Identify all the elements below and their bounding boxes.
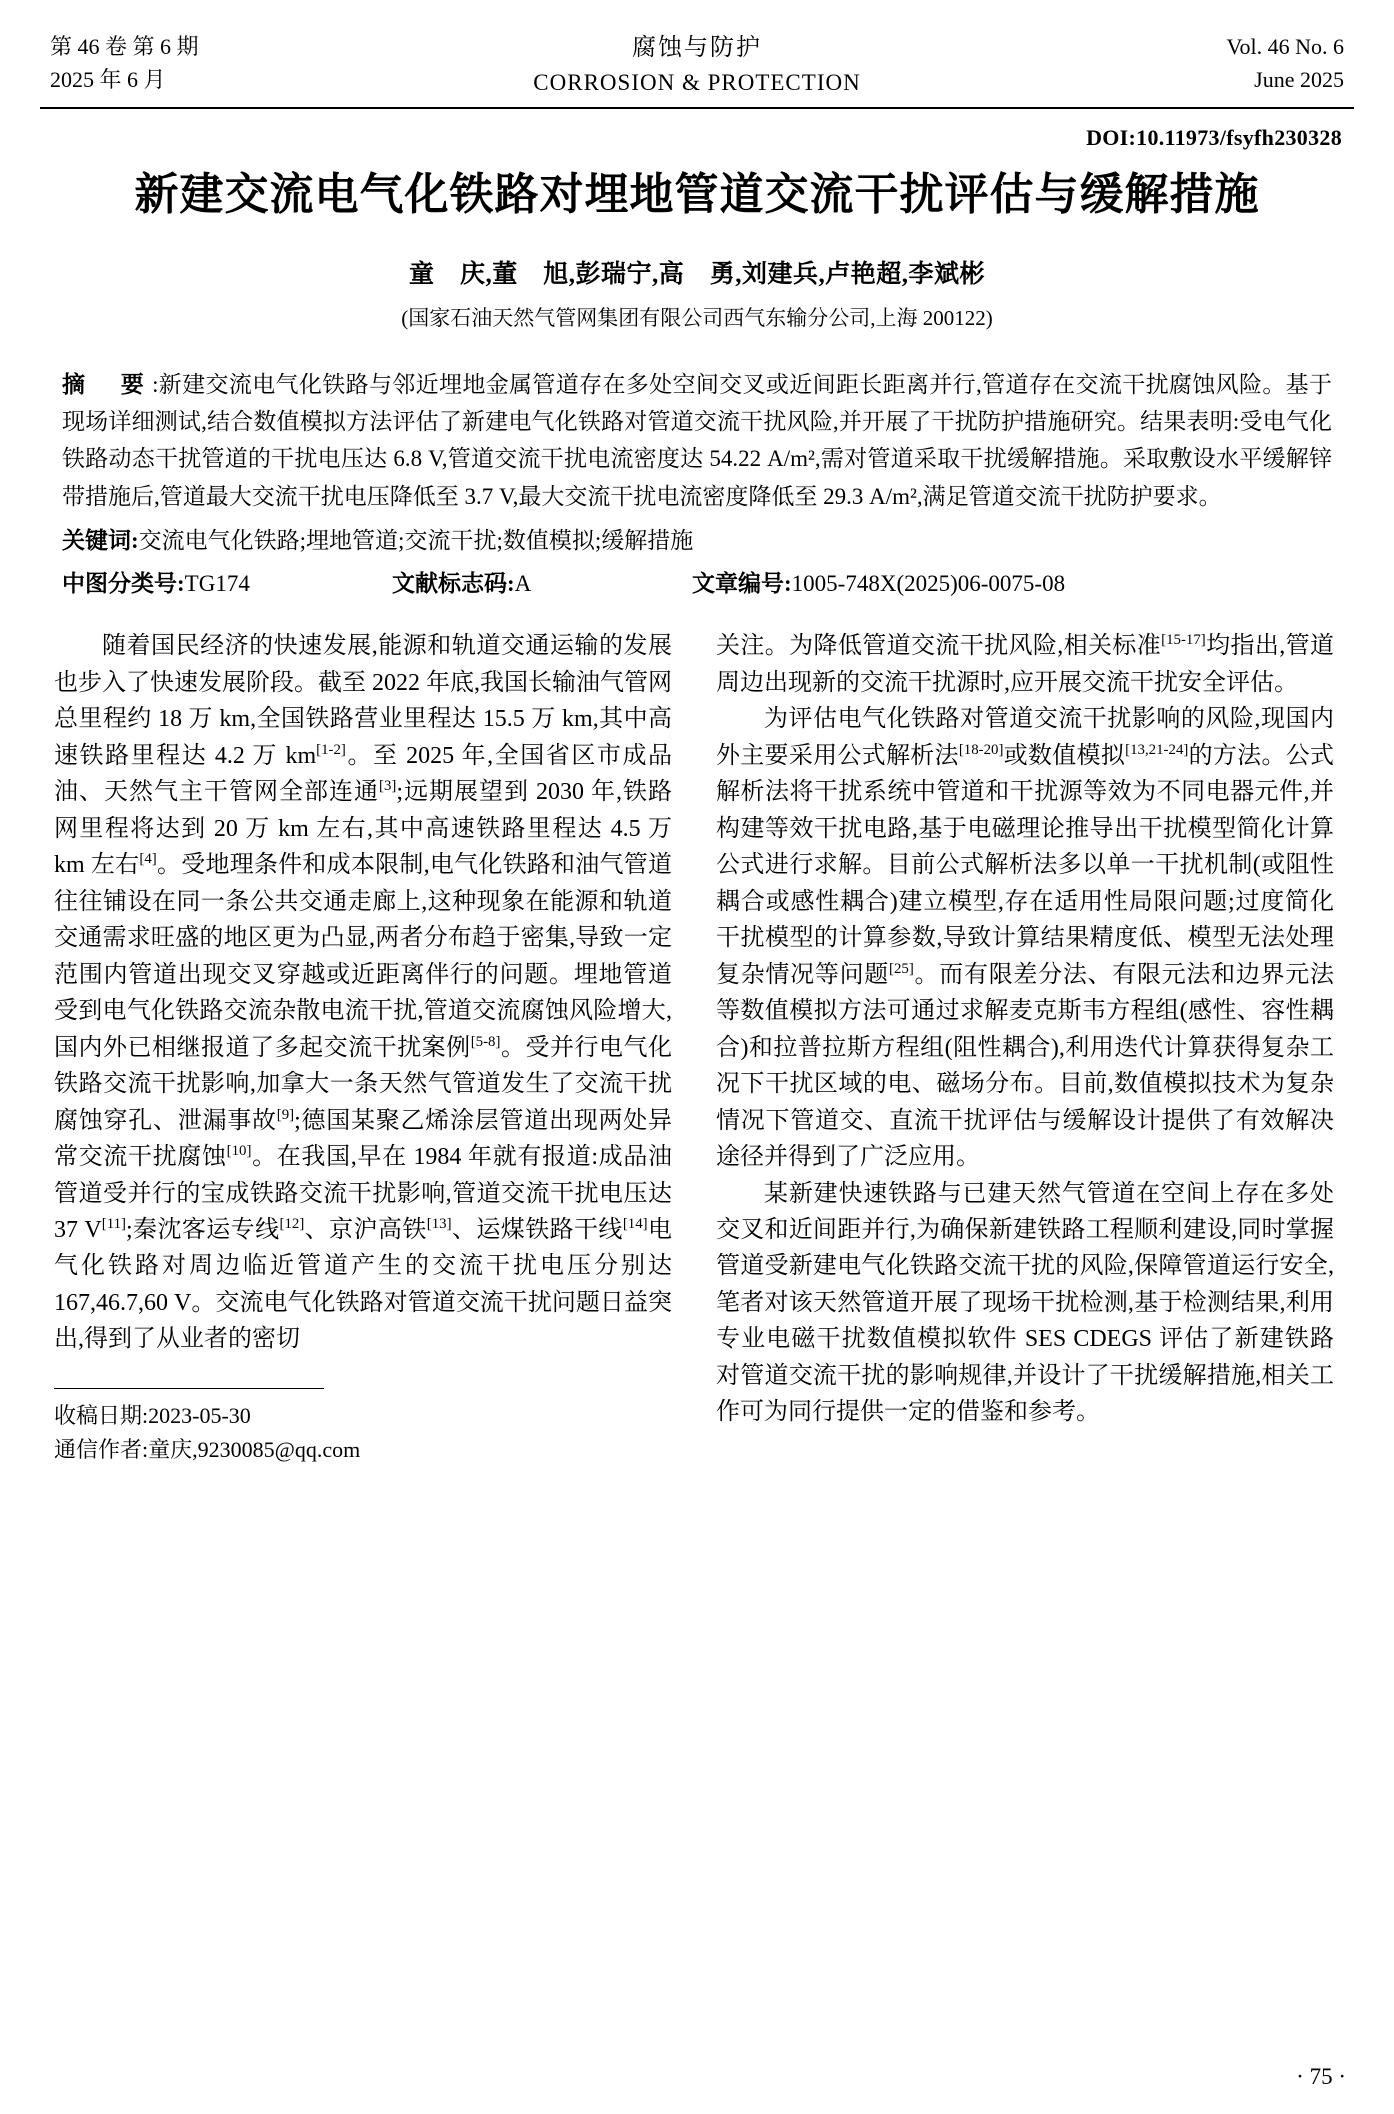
document-code-value: A — [514, 570, 532, 596]
clc-value: TG174 — [184, 570, 250, 596]
clc-segment — [62, 566, 392, 603]
journal-title-en: CORROSION & PROTECTION — [533, 70, 861, 95]
abstract-text: :新建交流电气化铁路与邻近埋地金属管道存在多处空间交叉或近间距长距离并行,管道存在交流干扰腐蚀风险。基于现场详细测试,结合数值模拟方法评估了新建电气化铁路对管道交流干扰风险,并开展了干扰防护措施研究。结果表明:受电气化铁路动态干扰管道的干扰电压达 6.8 V,管道交流干扰电流密度达 54.22 A/m²,需对管道采取干扰缓解措施。采取敷设水平缓解锌带措施后,管道最大交流干扰电压降低至 3.7 V,最大交流干扰电流密度降低至 29.3 A/m²,满足管道交流干扰防护要求。 — [62, 371, 1333, 509]
footnote — [54, 1376, 672, 1467]
paragraph: 某新建快速铁路与已建天然气管道在空间上存在多处交叉和近间距并行,为确保新建铁路工程顺利建设,同时掌握管道受新建电气化铁路交流干扰的风险,保障管道运行安全,笔者对该天然管道开展了现场干扰检测,基于检测结果,利用专业电磁干扰数值模拟软件 SES CDEGS 评估了新建铁路对管道交流干扰的影响规律,并设计了干扰缓解措施,相关工作可为同行提供一定的借鉴和参考。 — [716, 1180, 1334, 1426]
body-column-right — [716, 628, 1334, 1467]
volume-issue-en: Vol. 46 No. 6 — [1226, 34, 1344, 59]
corresponding-label: 通信作者: — [54, 1436, 149, 1462]
document-code-segment — [392, 566, 692, 603]
running-head-center — [350, 30, 1044, 101]
paragraph: 随着国民经济的快速发展,能源和轨道交通运输的发展也步入了快速发展阶段。截至 2022 年底,我国长输油气管网总里程约 18 万 km,全国铁路营业里程达 15.5 万 km,其中高速铁路里程达 4.2 万 km[1-2]。至 2025 年,全国省区市成品油、天然气主干管网全部连通[3];远期展望到 2030 年,铁路网里程将达到 20 万 km 左右,其中高速铁路里程达 4.5 万 km 左右[4]。受地理条件和成本限制,电气化铁路和油气管道往往铺设在同一条公共交通走廊上,这种现象在能源和轨道交通需求旺盛的地区更为凸显,两者分布趋于密集,导致一定范围内管道出现交叉穿越或近距离伴行的问题。埋地管道受到电气化铁路交流杂散电流干扰,管道交流腐蚀风险增大,国内外已相继报道了多起交流干扰案例[5-8]。受并行电气化铁路交流干扰影响,加拿大一条天然气管道发生了交流干扰腐蚀穿孔、泄漏事故[9];德国某聚乙烯涂层管道出现两处异常交流干扰腐蚀[10]。在我国,早在 1984 年就有报道:成品油管道受并行的宝成铁路交流干扰影响,管道交流干扰电压达 37 V[11];秦沈客运专线[12]、京沪高铁[13]、运煤铁路干线[14]电气化铁路对周边临近管道产生的交流干扰电压分别达 167,46.7,60 V。交流电气化铁路对管道交流干扰问题日益突出,得到了从业者的密切 — [54, 633, 673, 1353]
document-code-label: 文献标志码: — [392, 570, 515, 596]
volume-issue: 第 46 卷 第 6 期 — [50, 34, 199, 59]
body-columns — [40, 628, 1354, 1467]
issue-date-en: June 2025 — [1254, 67, 1344, 92]
clc-label: 中图分类号: — [62, 570, 185, 596]
article-id-label: 文章编号: — [692, 570, 792, 596]
footnote-rule — [54, 1388, 324, 1389]
body-column-left — [54, 628, 672, 1467]
doi: DOI:10.11973/fsyfh230328 — [1086, 124, 1342, 150]
keywords-text: 交流电气化铁路;埋地管道;交流干扰;数值模拟;缓解措施 — [138, 527, 694, 553]
journal-title-cn: 腐蚀与防护 — [632, 35, 762, 61]
issue-date-cn: 2025 年 6 月 — [50, 67, 166, 92]
keywords — [62, 523, 1332, 560]
received-date — [54, 1399, 672, 1433]
corresponding-author — [54, 1433, 672, 1467]
keywords-label: 关键词: — [62, 527, 139, 553]
affiliation: (国家石油天然气管网集团有限公司西气东输分公司,上海 200122) — [401, 305, 993, 330]
page-title: 新建交流电气化铁路对埋地管道交流干扰评估与缓解措施 — [134, 168, 1260, 220]
received-label: 收稿日期: — [54, 1402, 149, 1428]
abstract — [62, 366, 1332, 515]
author-list: 童 庆,董 旭,彭瑞宁,高 勇,刘建兵,卢艳超,李斌彬 — [408, 260, 985, 288]
classification-line — [62, 566, 1332, 603]
paragraph: 为评估电气化铁路对管道交流干扰影响的风险,现国内外主要采用公式解析法[18-20]或数值模拟[13,21-24]的方法。公式解析法将干扰系统中管道和干扰源等效为不同电器元件,并构建等效干扰电路,基于电磁理论推导出干扰模型简化计算公式进行求解。目前公式解析法多以单一干扰机制(或阻性耦合或感性耦合)建立模型,存在适用性局限问题;过度简化干扰模型的计算参数,导致计算结果精度低、模型无法处理复杂情况等问题[25]。而有限差分法、有限元法和边界元法等数值模拟方法可通过求解麦克斯韦方程组(感性、容性耦合)和拉普拉斯方程组(阻性耦合),利用迭代计算获得复杂工况下干扰区域的电、磁场分布。目前,数值模拟技术为复杂情况下管道交、直流干扰评估与缓解设计提供了有效解决途径并得到了广泛应用。 — [716, 706, 1335, 1171]
page-content — [40, 30, 1354, 1467]
paragraph: 关注。为降低管道交流干扰风险,相关标准[15-17]均指出,管道周边出现新的交流干扰源时,应开展交流干扰安全评估。 — [716, 632, 1334, 696]
running-head-right — [1044, 30, 1344, 96]
article-id-segment — [692, 566, 1065, 603]
running-head — [40, 30, 1354, 109]
article-id-value: 1005-748X(2025)06-0075-08 — [791, 570, 1066, 596]
received-value: 2023-05-30 — [148, 1402, 251, 1428]
page-number: · 75 · — [1296, 2064, 1346, 2089]
corresponding-value: 童庆,9230085@qq.com — [148, 1436, 361, 1462]
abstract-label: 摘 要 — [62, 371, 151, 397]
running-head-left — [50, 30, 350, 96]
